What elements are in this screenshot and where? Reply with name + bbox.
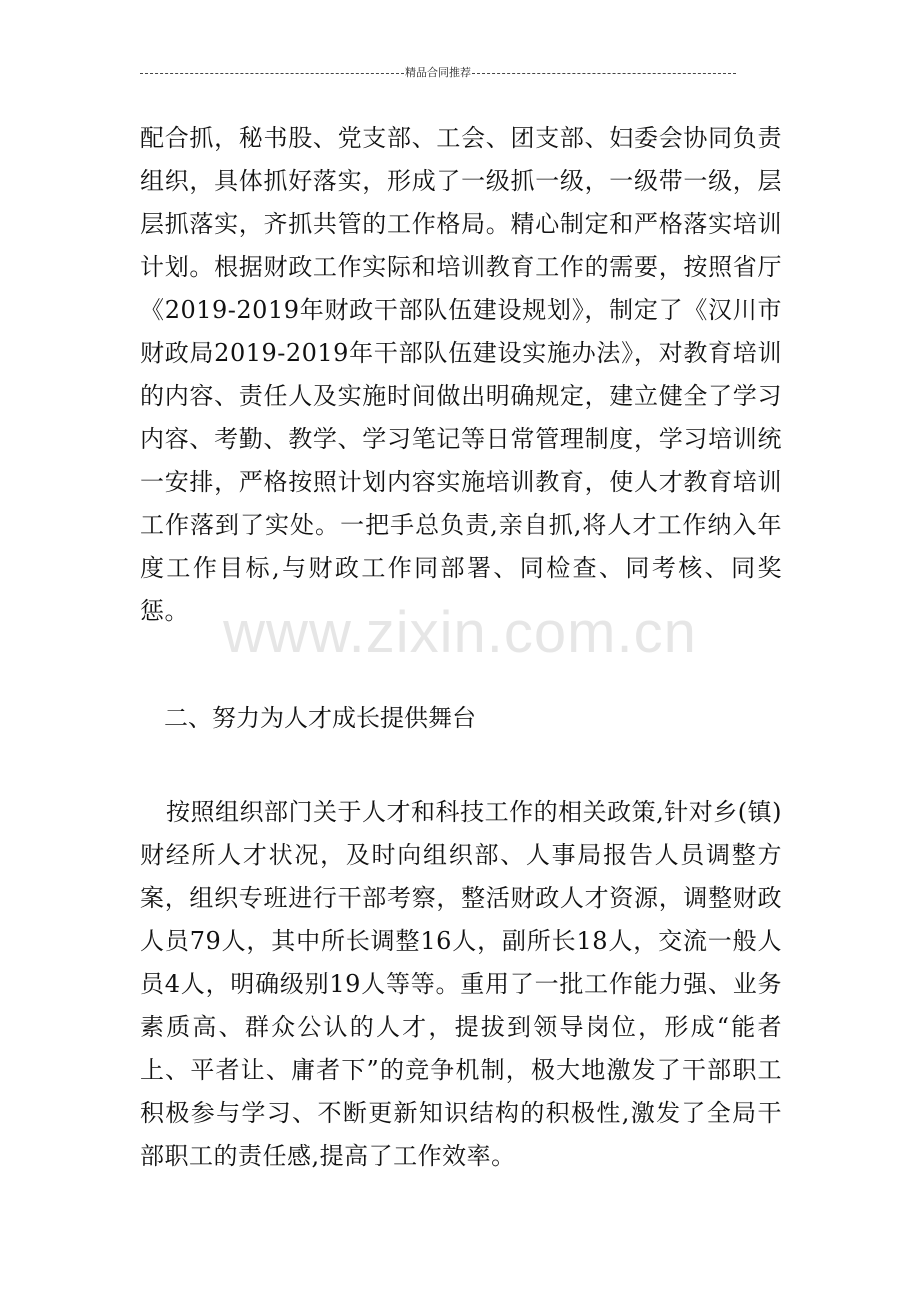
section-heading: 二、努力为人才成长提供舞台 <box>164 704 476 732</box>
body-paragraph-1: 配合抓，秘书股、党支部、工会、团支部、妇委会协同负责组织，具体抓好落实，形成了一级抓一级，一级带一级，层层抓落实，齐抓共管的工作格局。精心制定和严格落实培训计划。根据财政工作实际和培训教育工作的需要，按照省厅《2019-2019年财政干部队伍建设规划》，制定了《汉川市财政局2019-2019年干部队伍建设实施办法》，对教育培训的内容、责任人及实施时间做出明确规定，建立健全了学习内容、考勤、教学、学习笔记等日常管理制度，学习培训统一安排，严格按照计划内容实施培训教育，使人才教育培训工作落到了实处。一把手总负责,亲自抓,将人才工作纳入年度工作目标,与财政工作同部署、同检查、同考核、同奖惩。 <box>140 124 782 625</box>
page-header <box>140 66 736 80</box>
header-dash-right <box>472 73 736 74</box>
body-paragraph-2: 按照组织部门关于人才和科技工作的相关政策,针对乡(镇)财经所人才状况，及时向组织部、人事局报告人员调整方案，组织专班进行干部考察，整活财政人才资源，调整财政人员79人，其中所长调整16人，副所长18人，交流一般人员4人，明确级别19人等等。重用了一批工作能力强、业务素质高、群众公认的人才，提拔到领导岗位，形成“能者上、平者让、庸者下”的竞争机制，极大地激发了干部职工积极参与学习、不断更新知识结构的积极性,激发了全局干部职工的责任感,提高了工作效率。 <box>140 798 782 1170</box>
header-label: 精品合同推荐 <box>405 67 471 79</box>
header-dash-left <box>140 73 404 74</box>
watermark: www.zixin.com.cn <box>223 600 697 665</box>
